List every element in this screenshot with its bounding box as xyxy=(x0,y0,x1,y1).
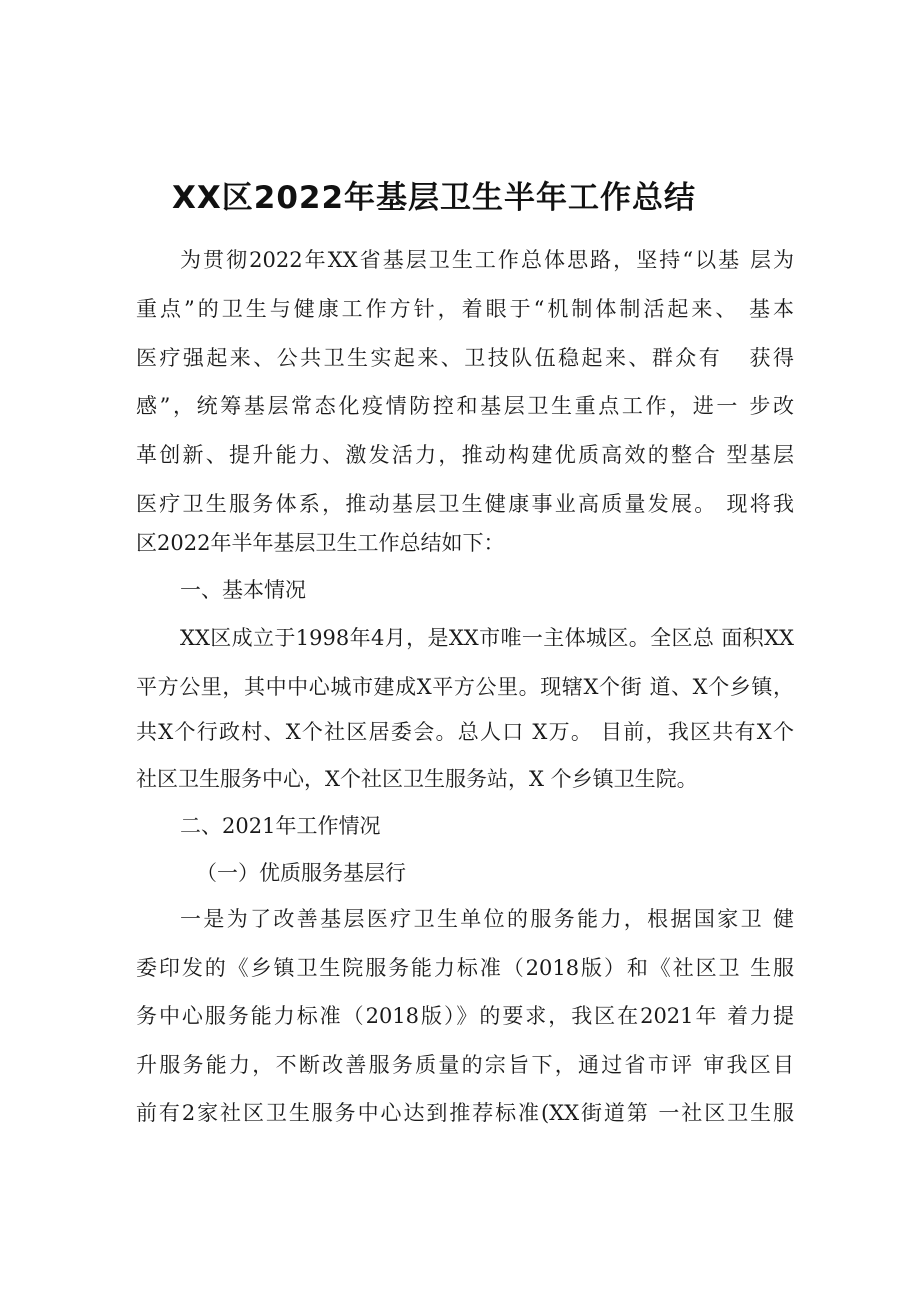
paragraph-1-line-1: 为贯彻2022年XX省基层卫生工作总体思路，坚持“以基 层为 xyxy=(180,248,794,272)
paragraph-1-line-5: 革创新、提升能力、激发活力，推动构建优质高效的整合 型基层 xyxy=(136,443,794,467)
paragraph-3-line-5: 前有2家社区卫生服务中心达到推荐标准(XX街道第 一社区卫生服 xyxy=(136,1101,794,1125)
paragraph-2-line-3: 共X个行政村、X个社区居委会。总人口 X万。 目前，我区共有X个 xyxy=(136,720,794,744)
paragraph-3-line-4: 升服务能力，不断改善服务质量的宗旨下，通过省市评 审我区目 xyxy=(136,1053,794,1077)
paragraph-1-line-3: 医疗强起来、公共卫生实起来、卫技队伍稳起来、群众有 获得 xyxy=(136,346,794,370)
paragraph-1-line-7: 区2022年半年基层卫生工作总结如下： xyxy=(136,531,505,555)
paragraph-1-line-6: 医疗卫生服务体系，推动基层卫生健康事业高质量发展。 现将我 xyxy=(136,492,794,516)
section-2-heading: 二、2021年工作情况 xyxy=(180,814,381,838)
paragraph-3-line-1: 一是为了改善基层医疗卫生单位的服务能力，根据国家卫 健 xyxy=(180,907,794,931)
section-1-heading: 一、基本情况 xyxy=(180,578,306,602)
paragraph-3-line-2: 委印发的《乡镇卫生院服务能力标准（2018版）和《社区卫 生服 xyxy=(136,956,794,980)
paragraph-2-line-4: 社区卫生服务中心，X个社区卫生服务站，X 个乡镇卫生院。 xyxy=(136,767,698,791)
paragraph-2-line-1: XX区成立于1998年4月，是XX市唯一主体城区。全区总 面积XX xyxy=(180,626,794,650)
paragraph-1-line-2: 重点”的卫生与健康工作方针，着眼于“机制体制活起来、 基本 xyxy=(136,297,794,321)
paragraph-2-line-2: 平方公里，其中中心城市建成X平方公里。现辖X个街 道、X个乡镇， xyxy=(136,675,794,699)
paragraph-3-line-3: 务中心服务能力标准（2018版）》的要求，我区在2021年 着力提 xyxy=(136,1004,794,1028)
paragraph-1-line-4: 感”，统筹基层常态化疫情防控和基层卫生重点工作，进一 步改 xyxy=(136,394,794,418)
document-title: XX区2022年基层卫生半年工作总结 xyxy=(171,180,697,216)
subsection-1-heading: （一）优质服务基层行 xyxy=(196,861,406,885)
